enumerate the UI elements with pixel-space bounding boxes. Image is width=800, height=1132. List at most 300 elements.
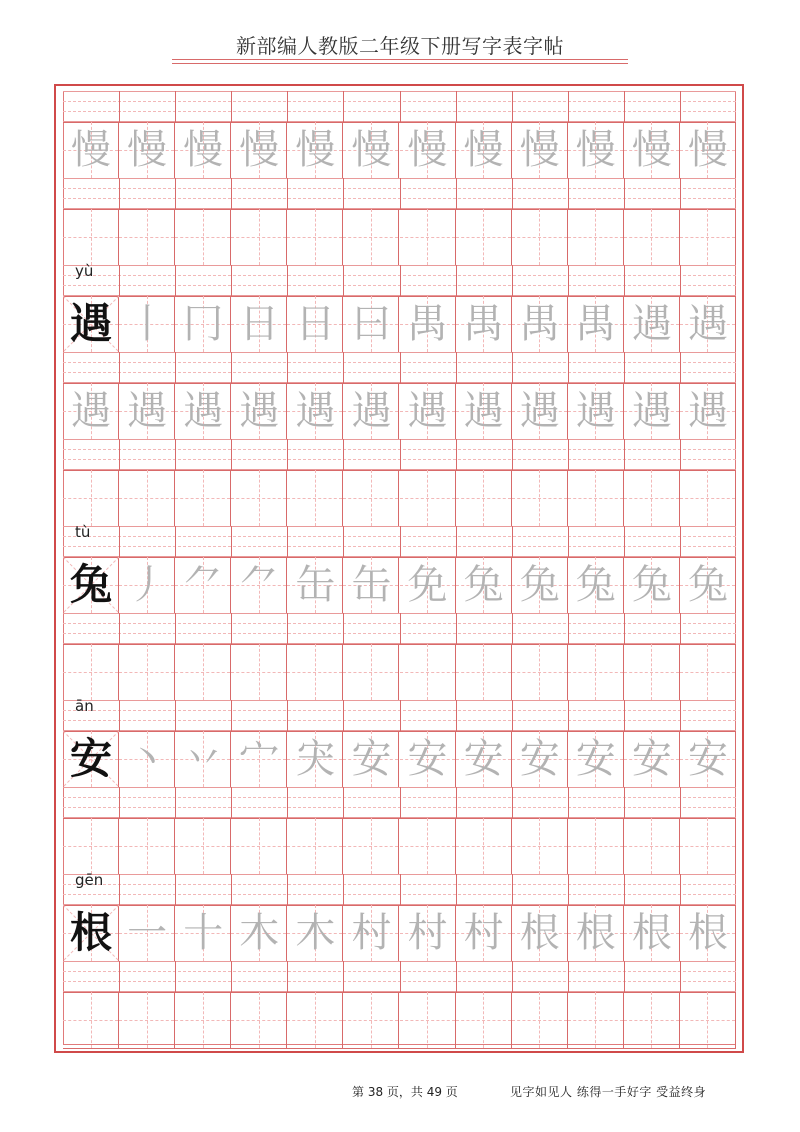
practice-cell[interactable] (624, 818, 680, 874)
trace-character: 遇 (631, 301, 672, 347)
practice-cell[interactable] (119, 818, 175, 874)
trace-character: 安 (631, 736, 672, 782)
practice-cell[interactable] (231, 557, 287, 613)
pinyin-divider (231, 613, 232, 644)
trace-character (568, 644, 624, 700)
practice-cell[interactable] (568, 644, 624, 700)
pinyin-strip (63, 871, 736, 905)
practice-cell[interactable] (512, 122, 568, 178)
practice-cell[interactable] (568, 992, 624, 1048)
practice-cell[interactable] (287, 557, 343, 613)
practice-cell[interactable] (343, 383, 399, 439)
trace-character: 遇 (407, 388, 448, 434)
practice-cell[interactable] (119, 644, 175, 700)
practice-cell[interactable] (287, 209, 343, 265)
trace-character: 慢 (463, 127, 504, 173)
trace-character (231, 470, 287, 526)
practice-cell[interactable] (512, 731, 568, 787)
trace-character: 遇 (183, 388, 224, 434)
pinyin-divider (400, 874, 401, 905)
trace-character (680, 209, 736, 265)
trace-character (119, 992, 175, 1048)
pinyin-label: ān (75, 697, 94, 715)
trace-character: 慢 (519, 127, 560, 173)
trace-character (568, 209, 624, 265)
practice-cell[interactable] (624, 731, 680, 787)
trace-character: 慢 (183, 127, 224, 173)
trace-character (680, 818, 736, 874)
practice-cell[interactable] (680, 644, 736, 700)
trace-character (175, 470, 231, 526)
trace-character: 缶 (295, 562, 336, 608)
trace-character: 兔 (575, 562, 616, 608)
trace-character: 缶 (351, 562, 392, 608)
model-character: 遇 (70, 299, 113, 348)
pinyin-divider (568, 613, 569, 644)
pinyin-strip (63, 352, 736, 383)
practice-cell[interactable] (63, 905, 119, 961)
trace-character (512, 470, 568, 526)
trace-character (287, 992, 343, 1048)
practice-cell[interactable] (456, 122, 512, 178)
practice-cell[interactable] (287, 644, 343, 700)
practice-cell[interactable] (287, 383, 343, 439)
pinyin-divider (400, 265, 401, 296)
pinyin-divider (343, 178, 344, 209)
practice-cell[interactable] (119, 557, 175, 613)
practice-cell[interactable] (231, 209, 287, 265)
practice-cell[interactable] (400, 470, 456, 526)
trace-character: 遇 (463, 388, 504, 434)
practice-cell[interactable] (400, 383, 456, 439)
pinyin-divider (400, 526, 401, 557)
practice-cell[interactable] (231, 296, 287, 352)
pinyin-divider (400, 613, 401, 644)
practice-cell[interactable] (343, 470, 399, 526)
pinyin-divider (287, 874, 288, 905)
practice-cell[interactable] (512, 557, 568, 613)
practice-cell[interactable] (343, 905, 399, 961)
practice-cell[interactable] (343, 818, 399, 874)
trace-character: 慢 (351, 127, 392, 173)
trace-character (680, 470, 736, 526)
practice-cell[interactable] (343, 992, 399, 1048)
practice-cell[interactable] (343, 209, 399, 265)
practice-cell[interactable] (231, 731, 287, 787)
practice-cell[interactable] (63, 383, 119, 439)
pinyin-divider (456, 178, 457, 209)
practice-cell[interactable] (624, 209, 680, 265)
practice-cell[interactable] (175, 122, 231, 178)
trace-character (400, 209, 456, 265)
practice-cell[interactable] (175, 470, 231, 526)
practice-cell[interactable] (568, 122, 624, 178)
trace-character: 丿 (127, 562, 168, 608)
pinyin-divider (400, 439, 401, 470)
page-number: 第 38 页，共 49 页 (352, 1085, 458, 1099)
trace-character: 免 (407, 562, 448, 608)
trace-character: 十 (183, 910, 224, 956)
trace-character: 遇 (519, 388, 560, 434)
practice-cell[interactable] (624, 644, 680, 700)
trace-character (400, 470, 456, 526)
pinyin-divider (624, 700, 625, 731)
pinyin-divider (287, 613, 288, 644)
pinyin-divider (512, 91, 513, 122)
pinyin-divider (231, 700, 232, 731)
pinyin-divider (400, 961, 401, 992)
practice-cell[interactable] (287, 470, 343, 526)
practice-cell[interactable] (119, 731, 175, 787)
trace-character: 安 (687, 736, 728, 782)
trace-character (63, 818, 119, 874)
trace-character: 日 (239, 301, 280, 347)
practice-cell[interactable] (624, 905, 680, 961)
pinyin-divider (343, 439, 344, 470)
trace-character (343, 992, 399, 1048)
practice-cell[interactable] (231, 905, 287, 961)
practice-cell[interactable] (287, 905, 343, 961)
pinyin-divider (456, 613, 457, 644)
practice-cell[interactable] (680, 992, 736, 1048)
practice-cell[interactable] (400, 209, 456, 265)
pinyin-divider (512, 961, 513, 992)
pinyin-divider (400, 787, 401, 818)
practice-cell[interactable] (680, 122, 736, 178)
pinyin-divider (624, 526, 625, 557)
trace-character: 安 (407, 736, 448, 782)
practice-cell[interactable] (456, 992, 512, 1048)
practice-cell[interactable] (512, 644, 568, 700)
pinyin-divider (231, 265, 232, 296)
practice-cell[interactable] (400, 731, 456, 787)
pinyin-divider (624, 613, 625, 644)
trace-character: 丶 (127, 736, 168, 782)
practice-cell[interactable] (568, 383, 624, 439)
pinyin-divider (456, 961, 457, 992)
trace-character: 遇 (687, 388, 728, 434)
practice-cell[interactable] (456, 557, 512, 613)
practice-cell[interactable] (63, 557, 119, 613)
practice-cell[interactable] (63, 296, 119, 352)
trace-character (680, 644, 736, 700)
pinyin-divider (624, 352, 625, 383)
practice-cell[interactable] (175, 209, 231, 265)
practice-cell[interactable] (63, 209, 119, 265)
trace-character: 兔 (631, 562, 672, 608)
practice-cell[interactable] (231, 992, 287, 1048)
pinyin-divider (119, 265, 120, 296)
practice-cell[interactable] (568, 731, 624, 787)
pinyin-divider (680, 874, 681, 905)
practice-cell[interactable] (63, 818, 119, 874)
trace-character (63, 470, 119, 526)
practice-cell[interactable] (175, 557, 231, 613)
trace-character: 一 (127, 910, 168, 956)
trace-character (568, 470, 624, 526)
practice-cell[interactable] (568, 818, 624, 874)
practice-cell[interactable] (456, 296, 512, 352)
practice-cell[interactable] (63, 644, 119, 700)
pinyin-divider (231, 439, 232, 470)
pinyin-divider (512, 352, 513, 383)
pinyin-divider (568, 700, 569, 731)
pinyin-divider (175, 178, 176, 209)
practice-cell[interactable] (680, 905, 736, 961)
practice-cell[interactable] (568, 296, 624, 352)
pinyin-divider (568, 265, 569, 296)
practice-cell[interactable] (568, 905, 624, 961)
trace-character: 根 (631, 910, 672, 956)
practice-cell[interactable] (287, 818, 343, 874)
trace-character: 遇 (239, 388, 280, 434)
pinyin-divider (287, 700, 288, 731)
practice-cell[interactable] (680, 557, 736, 613)
pinyin-divider (231, 787, 232, 818)
trace-character: 根 (575, 910, 616, 956)
practice-cell[interactable] (456, 383, 512, 439)
pinyin-divider (512, 439, 513, 470)
practice-cell[interactable] (456, 209, 512, 265)
trace-character (624, 644, 680, 700)
pinyin-strip (63, 262, 736, 296)
trace-character: 村 (463, 910, 504, 956)
practice-cell[interactable] (63, 992, 119, 1048)
practice-cell[interactable] (680, 470, 736, 526)
trace-character: 遇 (687, 301, 728, 347)
practice-cell[interactable] (287, 992, 343, 1048)
pinyin-divider (568, 526, 569, 557)
pinyin-divider (119, 439, 120, 470)
practice-cell[interactable] (175, 731, 231, 787)
practice-cell[interactable] (119, 992, 175, 1048)
practice-cell[interactable] (624, 296, 680, 352)
trace-character (287, 818, 343, 874)
trace-character (624, 470, 680, 526)
practice-cell[interactable] (512, 296, 568, 352)
pinyin-divider (343, 265, 344, 296)
trace-character (119, 818, 175, 874)
pinyin-divider (119, 961, 120, 992)
practice-cell[interactable] (343, 122, 399, 178)
footer-motto: 见字如见人 练得一手好字 受益终身 (510, 1085, 707, 1099)
pinyin-divider (456, 91, 457, 122)
pinyin-divider (119, 787, 120, 818)
practice-cell[interactable] (231, 383, 287, 439)
pinyin-divider (624, 439, 625, 470)
pinyin-divider (568, 874, 569, 905)
pinyin-divider (456, 874, 457, 905)
trace-character (568, 992, 624, 1048)
practice-cell[interactable] (231, 644, 287, 700)
trace-character (680, 992, 736, 1048)
trace-character: 慢 (631, 127, 672, 173)
title-rule-bottom (172, 63, 628, 64)
pinyin-divider (175, 961, 176, 992)
pinyin-divider (343, 352, 344, 383)
pinyin-divider (624, 787, 625, 818)
trace-character (400, 644, 456, 700)
pinyin-divider (119, 178, 120, 209)
pinyin-divider (287, 352, 288, 383)
practice-cell[interactable] (512, 209, 568, 265)
pinyin-divider (680, 961, 681, 992)
pinyin-divider (231, 91, 232, 122)
trace-character: 丷 (183, 736, 224, 782)
practice-cell[interactable] (63, 731, 119, 787)
practice-cell[interactable] (568, 557, 624, 613)
practice-cell[interactable] (231, 818, 287, 874)
pinyin-divider (175, 787, 176, 818)
practice-cell[interactable] (624, 992, 680, 1048)
model-character: 兔 (70, 560, 113, 609)
practice-cell[interactable] (456, 731, 512, 787)
trace-character: 慢 (295, 127, 336, 173)
pinyin-divider (231, 874, 232, 905)
trace-character: 慢 (687, 127, 728, 173)
practice-cell[interactable] (680, 383, 736, 439)
pinyin-divider (680, 91, 681, 122)
pinyin-strip (63, 91, 736, 122)
pinyin-divider (231, 352, 232, 383)
trace-character (456, 470, 512, 526)
practice-cell[interactable] (175, 992, 231, 1048)
practice-cell[interactable] (624, 383, 680, 439)
trace-character: 禺 (519, 301, 560, 347)
practice-cell[interactable] (343, 557, 399, 613)
practice-cell[interactable] (119, 122, 175, 178)
pinyin-divider (456, 700, 457, 731)
trace-character: 慢 (575, 127, 616, 173)
pinyin-divider (680, 265, 681, 296)
practice-cell[interactable] (456, 644, 512, 700)
practice-cell[interactable] (287, 296, 343, 352)
practice-cell[interactable] (119, 296, 175, 352)
practice-cell[interactable] (680, 296, 736, 352)
trace-character: 遇 (631, 388, 672, 434)
pinyin-divider (512, 178, 513, 209)
practice-cell[interactable] (568, 209, 624, 265)
practice-cell[interactable] (624, 122, 680, 178)
pinyin-divider (568, 91, 569, 122)
trace-character: 禺 (407, 301, 448, 347)
practice-cell[interactable] (400, 992, 456, 1048)
practice-cell[interactable] (343, 296, 399, 352)
model-character: 安 (70, 734, 113, 783)
pinyin-divider (512, 265, 513, 296)
trace-character: 兔 (463, 562, 504, 608)
practice-cell[interactable] (175, 383, 231, 439)
trace-character: 根 (519, 910, 560, 956)
practice-cell[interactable] (175, 296, 231, 352)
pinyin-divider (400, 91, 401, 122)
trace-character (456, 644, 512, 700)
pinyin-divider (624, 265, 625, 296)
practice-cell[interactable] (400, 296, 456, 352)
practice-cell[interactable] (231, 122, 287, 178)
practice-cell[interactable] (456, 905, 512, 961)
practice-cell[interactable] (400, 818, 456, 874)
pinyin-divider (680, 526, 681, 557)
practice-cell[interactable] (175, 644, 231, 700)
trace-character (231, 992, 287, 1048)
practice-cell[interactable] (512, 383, 568, 439)
practice-cell[interactable] (175, 818, 231, 874)
practice-cell[interactable] (343, 731, 399, 787)
practice-cell[interactable] (512, 992, 568, 1048)
pinyin-divider (287, 91, 288, 122)
pinyin-divider (175, 526, 176, 557)
trace-character (400, 992, 456, 1048)
practice-cell[interactable] (624, 557, 680, 613)
trace-character (287, 644, 343, 700)
trace-character: 禺 (463, 301, 504, 347)
practice-cell[interactable] (287, 122, 343, 178)
pinyin-divider (175, 439, 176, 470)
pinyin-divider (343, 91, 344, 122)
trace-character: 宊 (295, 736, 336, 782)
pinyin-divider (287, 526, 288, 557)
pinyin-strip (63, 439, 736, 470)
pinyin-divider (119, 352, 120, 383)
trace-character: 慢 (407, 127, 448, 173)
practice-cell[interactable] (512, 470, 568, 526)
practice-cell[interactable] (680, 209, 736, 265)
pinyin-divider (175, 613, 176, 644)
practice-cell[interactable] (119, 905, 175, 961)
trace-character: 冂 (183, 301, 224, 347)
practice-cell[interactable] (456, 470, 512, 526)
practice-cell[interactable] (119, 470, 175, 526)
practice-cell[interactable] (680, 818, 736, 874)
practice-cell[interactable] (400, 905, 456, 961)
practice-cell[interactable] (568, 470, 624, 526)
pinyin-strip (63, 697, 736, 731)
practice-cell[interactable] (63, 470, 119, 526)
practice-cell[interactable] (512, 818, 568, 874)
practice-cell[interactable] (400, 644, 456, 700)
practice-cell[interactable] (680, 731, 736, 787)
practice-cell[interactable] (400, 557, 456, 613)
trace-character (175, 644, 231, 700)
practice-cell[interactable] (175, 905, 231, 961)
practice-cell[interactable] (287, 731, 343, 787)
trace-character (624, 818, 680, 874)
practice-cell[interactable] (343, 644, 399, 700)
trace-character (512, 992, 568, 1048)
practice-cell[interactable] (231, 470, 287, 526)
practice-cell[interactable] (119, 383, 175, 439)
pinyin-divider (287, 787, 288, 818)
practice-cell[interactable] (400, 122, 456, 178)
practice-cell[interactable] (512, 905, 568, 961)
trace-character (287, 470, 343, 526)
trace-character (63, 209, 119, 265)
pinyin-divider (343, 874, 344, 905)
practice-cell[interactable] (624, 470, 680, 526)
trace-character: 丨 (127, 301, 168, 347)
practice-cell[interactable] (63, 122, 119, 178)
pinyin-divider (287, 265, 288, 296)
pinyin-divider (175, 352, 176, 383)
pinyin-label: yù (75, 262, 94, 280)
practice-cell[interactable] (119, 209, 175, 265)
pinyin-divider (512, 613, 513, 644)
practice-cell[interactable] (456, 818, 512, 874)
trace-character (512, 818, 568, 874)
pinyin-divider (680, 439, 681, 470)
pinyin-divider (624, 961, 625, 992)
